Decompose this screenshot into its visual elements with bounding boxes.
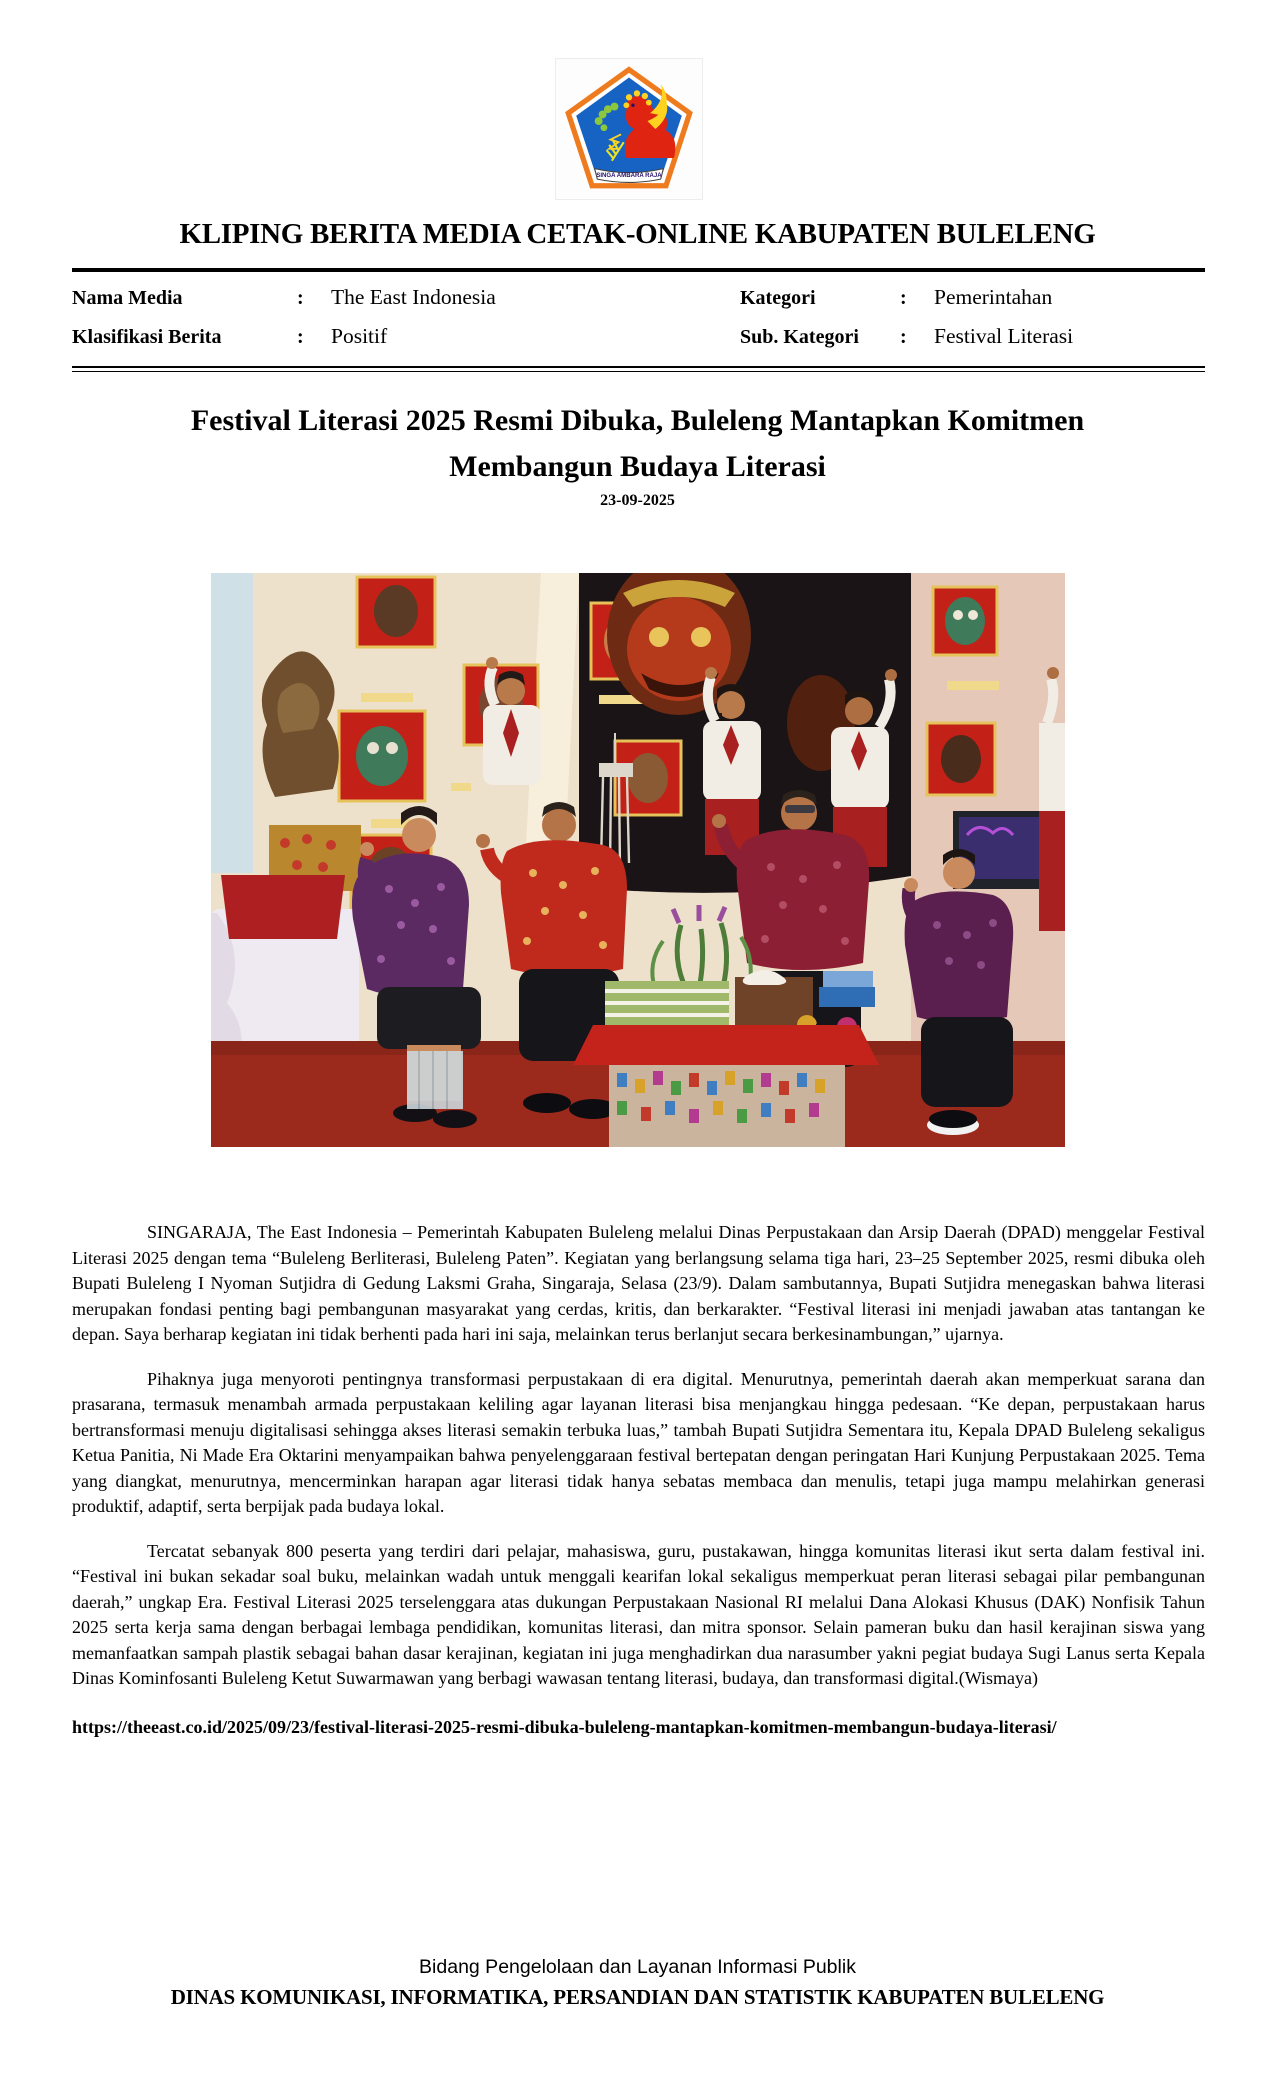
meta-separator: : [900, 287, 907, 309]
footer-division: Bidang Pengelolaan dan Layanan Informasi Publik [419, 1956, 856, 1978]
meta-table [72, 268, 1205, 366]
article-body [72, 1220, 1205, 1744]
photo-curtain-blue [211, 573, 253, 873]
meta-divider-thin [72, 371, 1205, 372]
page-title: KLIPING BERITA MEDIA CETAK-ONLINE KABUPATEN BULELENG [179, 218, 1096, 250]
meta-kategori [740, 285, 1205, 310]
article-title-line2: Membangun Budaya Literasi [449, 450, 826, 483]
article-title [0, 398, 1275, 490]
meta-separator: : [900, 326, 907, 348]
article-photo [211, 573, 1065, 1147]
meta-value-nama-media: The East Indonesia [331, 285, 496, 309]
svg-text:SINGA AMBARA RAJA: SINGA AMBARA RAJA [596, 173, 662, 180]
meta-label-kategori: Kategori [740, 287, 816, 309]
meta-sub-kategori [740, 324, 1205, 349]
meta-label-sub-kategori: Sub. Kategori [740, 326, 859, 348]
meta-label-nama-media: Nama Media [72, 287, 183, 309]
buleleng-emblem-icon [563, 65, 695, 193]
article-paragraph-3: Tercatat sebanyak 800 peserta yang terdiri dari pelajar, mahasiswa, guru, pustakawan, hingga komunitas literasi ikut serta dalam festival ini. “Festival ini bukan sekadar soal buku, melainkan wadah untuk menggali kearifan lokal sekaligus memperkuat peran literasi sebagai pilar pembangunan daerah,” ungkap Era. Festival Literasi 2025 terselenggara atas dukungan Perpustakaan Nasional RI melalui Dana Alokasi Khusus (DAK) Nonfisik Tahun 2025 serta kerja sama dengan berbagai lembaga pendidikan, komunitas literasi, dan mitra sponsor. Selain pameran buku dan hasil kerajinan siswa yang memanfaatkan sampah plastik sebagai bahan dasar kerajinan, kegiatan ini juga menghadirkan dua narasumber yakni pegiat budaya Sugi Lanus serta Kepala Dinas Kominfosanti Buleleng Ketut Suwarmawan yang berbagi wawasan tentang literasi, budaya, dan transformasi digital.(Wismaya) [72, 1540, 1205, 1688]
meta-value-kategori: Pemerintahan [934, 285, 1053, 309]
article-title-line1: Festival Literasi 2025 Resmi Dibuka, Buleleng Mantapkan Komitmen [190, 404, 1085, 437]
meta-separator: : [297, 326, 304, 348]
meta-separator: : [297, 287, 304, 309]
meta-row-1 [72, 278, 1205, 317]
article-paragraph-2: Pihaknya juga menyoroti pentingnya transformasi perpustakaan di era digital. Menurutnya, pemerintah daerah akan memperkuat sarana dan prasarana, termasuk menambah armada perpustakaan keliling agar layanan literasi bisa menjangkau hingga pedesaan. “Ke depan, perpustakaan harus bertransformasi menuju digitalisasi sehingga akses literasi semakin terbuka luas,” tambah Bupati Sutjidra Sementara itu, Kepala DPAD Buleleng sekaligus Ketua Panitia, Ni Made Era Oktarini menyampaikan bahwa penyelenggaraan festival bertepatan dengan peringatan Hari Kunjung Perpustakaan 2025. Tema yang diangkat, menurutnya, mencerminkan harapan agar literasi tidak hanya sebatas membaca dan menulis, tetapi juga mampu melahirkan generasi produktif, adaptif, serta berpijak pada budaya lokal. [72, 1368, 1205, 1516]
meta-nama-media [72, 285, 740, 310]
meta-row-2 [72, 317, 1205, 356]
article-date: 23-09-2025 [600, 492, 675, 509]
meta-klasifikasi [72, 324, 740, 349]
footer-agency: DINAS KOMUNIKASI, INFORMATIKA, PERSANDIAN DAN STATISTIK KABUPATEN BULELENG [170, 1985, 1105, 2009]
meta-value-sub-kategori: Festival Literasi [934, 324, 1074, 348]
regency-logo-box [555, 58, 703, 200]
meta-divider-thick [72, 366, 1205, 368]
meta-value-klasifikasi: Positif [331, 324, 388, 348]
meta-label-klasifikasi: Klasifikasi Berita [72, 326, 222, 348]
source-url-link[interactable]: https://theeast.co.id/2025/09/23/festival-literasi-2025-resmi-dibuka-buleleng-mantapkan-komitmen-membangun-budaya-literasi/ [72, 1716, 1057, 1737]
article-paragraph-1: SINGARAJA, The East Indonesia – Pemerintah Kabupaten Buleleng melalui Dinas Perpustakaan dan Arsip Daerah (DPAD) menggelar Festival Literasi 2025 dengan tema “Buleleng Berliterasi, Buleleng Paten”. Kegiatan yang berlangsung selama tiga hari, 23–25 September 2025, resmi dibuka oleh Bupati Buleleng I Nyoman Sutjidra di Gedung Laksmi Graha, Singaraja, Selasa (23/9). Dalam sambutannya, Bupati Sutjidra menegaskan bahwa literasi merupakan fondasi penting bagi pembangunan masyarakat yang cerdas, kritis, dan berkarakter. “Festival literasi ini menjadi jawaban atas tantangan ke depan. Saya berharap kegiatan ini tidak berhenti pada hari ini saja, melainkan terus berlanjut secara berkesinambungan,” ujarnya. [72, 1222, 1205, 1344]
